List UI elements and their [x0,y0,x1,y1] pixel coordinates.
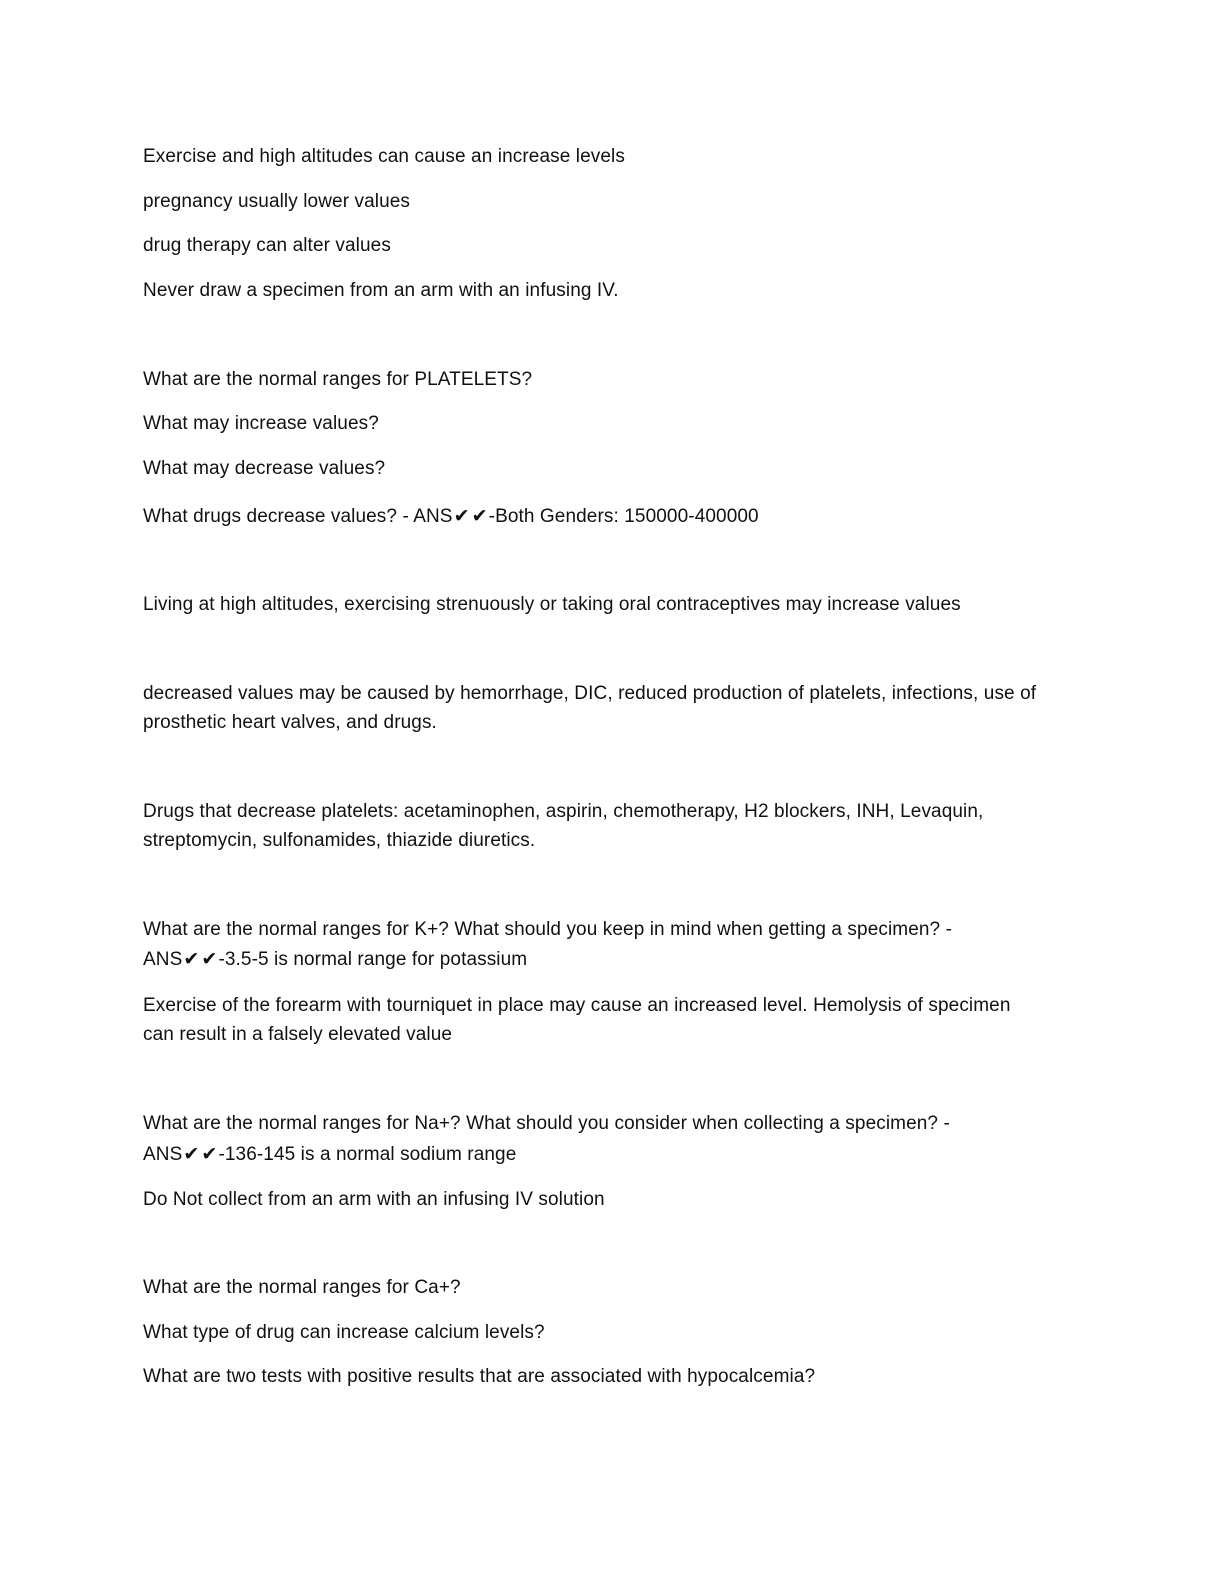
text-line: Exercise and high altitudes can cause an increase levels [143,146,625,167]
checkmark-icon: ✔ [183,1144,200,1165]
question-line: What may increase values? [143,413,379,434]
text-line: prosthetic heart valves, and drugs. [143,712,437,733]
text-line: streptomycin, sulfonamides, thiazide diuretics. [143,830,536,851]
answer-text: -3.5-5 is normal range for potassium [218,949,528,970]
answer-prefix: ANS [143,949,183,970]
text-line: can result in a falsely elevated value [143,1024,453,1045]
answer-text: -Both Genders: 150000-400000 [488,506,759,527]
checkmark-icon: ✔ [453,506,470,527]
text-line: Drugs that decrease platelets: acetaminophen, aspirin, chemotherapy, H2 blockers, INH, Levaquin, [143,801,984,822]
answer-platelets [143,502,1083,531]
question-platelets: What are the normal ranges for PLATELETS? [143,369,533,390]
question-potassium: What are the normal ranges for K+? What should you keep in mind when getting a specimen? - [143,919,953,940]
question-line: What are two tests with positive results that are associated with hypocalcemia? [143,1366,816,1387]
text-line: drug therapy can alter values [143,235,391,256]
answer-potassium [143,945,1083,974]
text-line: Living at high altitudes, exercising strenuously or taking oral contraceptives may increase values [143,594,961,615]
answer-prefix: ANS [143,1144,183,1165]
question-calcium: What are the normal ranges for Ca+? [143,1277,461,1298]
text-line: Exercise of the forearm with tourniquet in place may cause an increased level. Hemolysis of specimen [143,995,1011,1016]
text-line: decreased values may be caused by hemorrhage, DIC, reduced production of platelets, infections, use of [143,683,1037,704]
checkmark-icon: ✔ [471,506,488,527]
text-line: Do Not collect from an arm with an infusing IV solution [143,1189,605,1210]
question-sodium: What are the normal ranges for Na+? What should you consider when collecting a specimen? - [143,1113,950,1134]
answer-sodium [143,1140,1083,1169]
answer-prefix: What drugs decrease values? - ANS [143,506,453,527]
checkmark-icon: ✔ [201,949,218,970]
checkmark-icon: ✔ [201,1144,218,1165]
answer-text: -136-145 is a normal sodium range [218,1144,517,1165]
text-line: Never draw a specimen from an arm with an infusing IV. [143,280,619,301]
question-line: What may decrease values? [143,458,386,479]
text-line: pregnancy usually lower values [143,191,411,212]
checkmark-icon: ✔ [183,949,200,970]
question-line: What type of drug can increase calcium levels? [143,1322,545,1343]
